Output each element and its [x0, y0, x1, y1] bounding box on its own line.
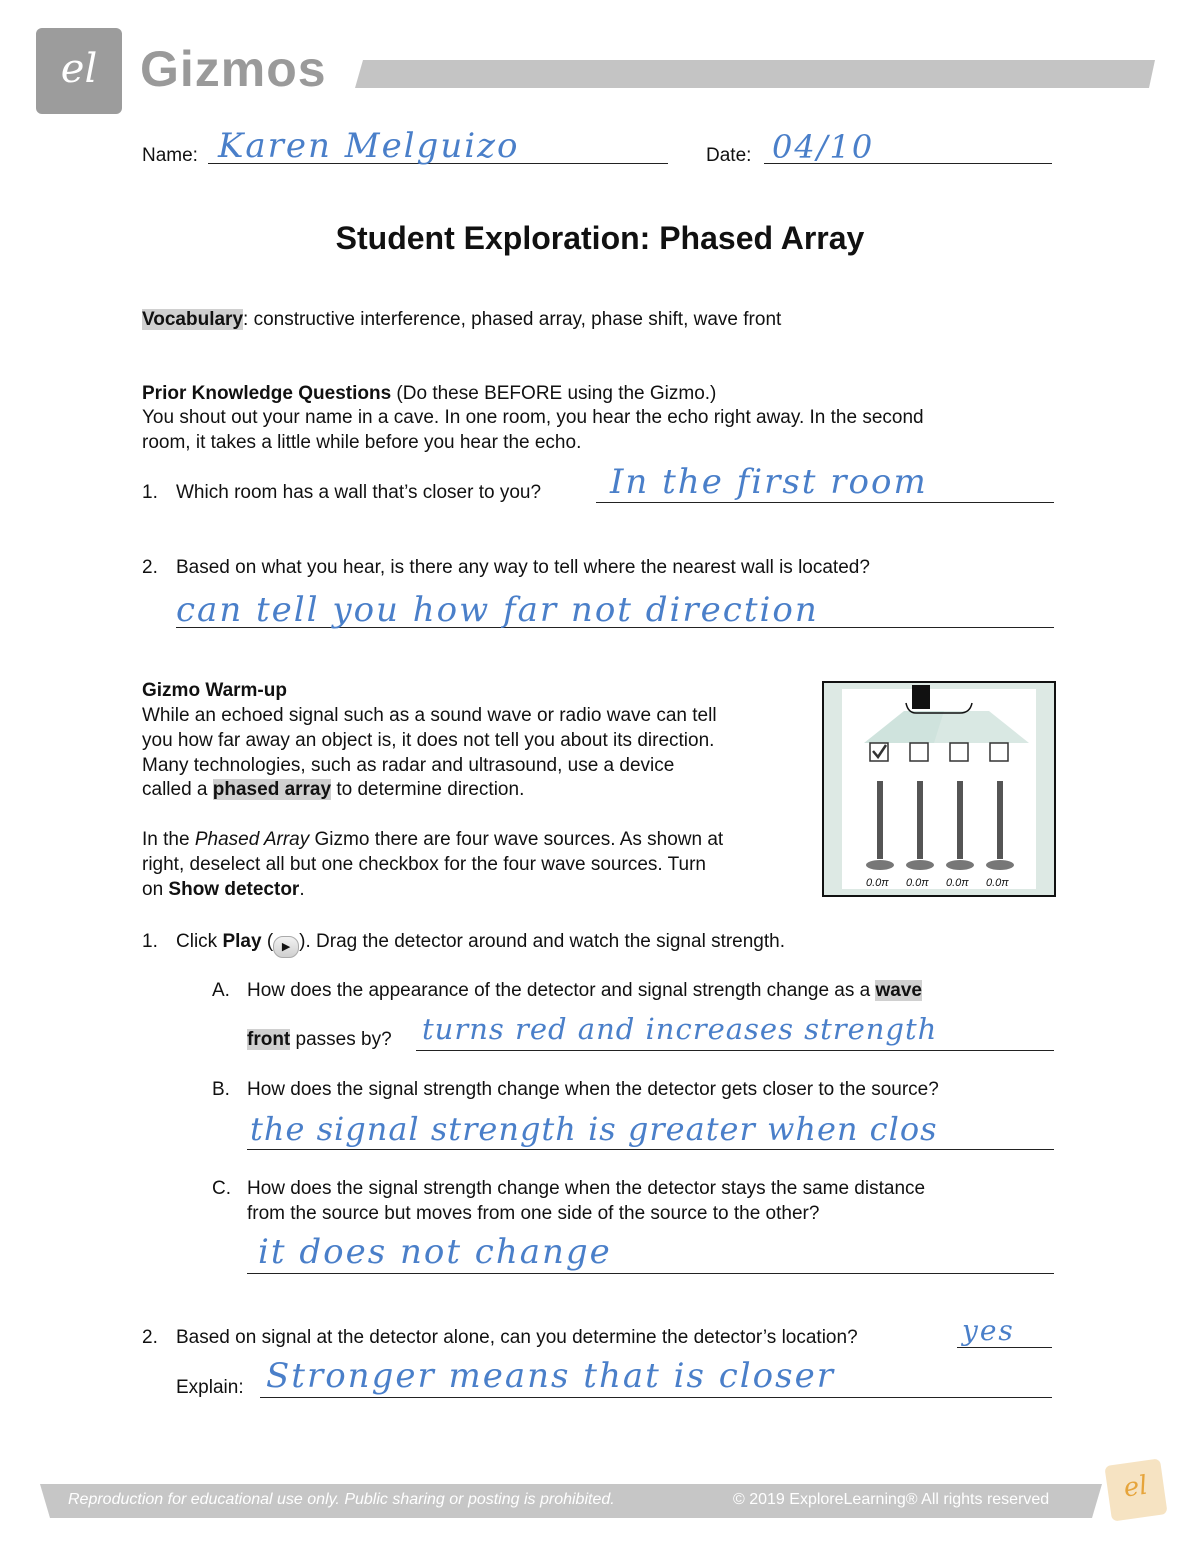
phase-label-4: 0.0π: [986, 877, 1009, 889]
logo-badge: [36, 28, 122, 114]
question-b-answer: the signal strength is greater when clos: [250, 1110, 938, 1148]
warmup-q2-number: 2.: [142, 1327, 158, 1348]
phased-array-term: phased array: [212, 779, 332, 800]
warmup-text: ). Drag the detector around and watch the signal strength.: [299, 931, 786, 952]
footer-notice: Reproduction for educational use only. Public sharing or posting is prohibited.: [68, 1491, 615, 1508]
phase-label-1: 0.0π: [866, 877, 889, 889]
explain-answer: Stronger means that is closer: [266, 1356, 835, 1396]
play-icon: ▶: [273, 936, 299, 958]
question-c-line2: from the source but moves from one side of the source to the other?: [247, 1203, 820, 1224]
prior-q2-number: 2.: [142, 557, 158, 578]
date-value: 04/10: [772, 128, 875, 166]
prior-q1-line: [596, 502, 1054, 503]
checkbox-3: [950, 743, 968, 761]
warmup-p2-line1: [142, 828, 723, 852]
warmup-text: passes by?: [290, 1029, 392, 1050]
prior-text-2: room, it takes a little while before you hear the echo.: [142, 432, 582, 453]
warmup-p1-line3: Many technologies, such as radar and ultrasound, use a device: [142, 755, 675, 776]
warmup-q2-text: Based on signal at the detector alone, can you determine the detector’s location?: [176, 1327, 858, 1348]
warmup-text: Gizmo there are four wave sources. As shown at: [309, 829, 724, 850]
vocabulary-line: [142, 308, 781, 332]
gizmo-diagram: [824, 683, 1054, 895]
prior-q1-answer: In the first room: [610, 462, 928, 502]
prior-q2-text: Based on what you hear, is there any way to tell where the nearest wall is located?: [176, 557, 870, 578]
footer-logo-text: el: [1121, 1470, 1150, 1504]
question-a-answer-line: [416, 1050, 1054, 1051]
question-a-letter: A.: [212, 980, 230, 1001]
warmup-text: Click: [176, 931, 223, 952]
footer-copyright: © 2019 ExploreLearning® All rights reserved: [733, 1491, 1050, 1508]
question-c-letter: C.: [212, 1178, 231, 1199]
question-c-line1: How does the signal strength change when the detector stays the same distance: [247, 1178, 926, 1199]
warmup-p1-line4: [142, 778, 524, 802]
warmup-heading-text: Gizmo Warm-up: [142, 680, 287, 701]
warmup-p2-line3: [142, 878, 305, 902]
warmup-q2-answer: yes: [962, 1314, 1015, 1347]
gizmo-name: Phased Array: [194, 829, 310, 850]
warmup-text: on: [142, 879, 169, 900]
warmup-text: to determine direction.: [331, 779, 525, 800]
warmup-text: .: [299, 879, 305, 900]
explain-answer-line: [260, 1397, 1052, 1398]
question-a-line1: [247, 979, 922, 1003]
wave-term: wave: [875, 980, 922, 1001]
warmup-text: In the: [142, 829, 195, 850]
warmup-p2-line2: right, deselect all but one checkbox for the four wave sources. Turn: [142, 854, 706, 875]
vocabulary-terms: : constructive interference, phased array, phase shift, wave front: [243, 309, 782, 330]
question-b-text: How does the signal strength change when the detector gets closer to the source?: [247, 1079, 939, 1100]
question-a-answer: turns red and increases strength: [422, 1012, 938, 1046]
question-c-answer: it does not change: [258, 1232, 612, 1272]
warmup-text: (: [261, 931, 274, 952]
question-c-answer-line: [247, 1273, 1054, 1274]
prior-q1-number: 1.: [142, 482, 158, 503]
question-b-letter: B.: [212, 1079, 230, 1100]
warmup-text: How does the appearance of the detector and signal strength change as a: [247, 980, 876, 1001]
explain-label: Explain:: [176, 1377, 244, 1398]
prior-text-1: You shout out your name in a cave. In one room, you hear the echo right away. In the second: [142, 407, 924, 428]
prior-heading: Prior Knowledge Questions: [142, 383, 392, 404]
logo-text: el: [60, 46, 98, 92]
phase-label-2: 0.0π: [906, 877, 929, 889]
front-term: front: [247, 1029, 291, 1050]
header-bar: [355, 60, 1155, 90]
prior-note: (Do these BEFORE using the Gizmo.): [391, 383, 717, 404]
warmup-p1-line1: While an echoed signal such as a sound wave or radio wave can tell: [142, 705, 717, 726]
prior-q1-text: Which room has a wall that’s closer to you?: [176, 482, 542, 503]
warmup-text: called a: [142, 779, 213, 800]
show-detector-term: Show detector: [168, 879, 300, 900]
gizmo-figure: [822, 681, 1056, 897]
slider-tracks: [877, 781, 1003, 859]
question-b-answer-line: [247, 1149, 1054, 1150]
prior-heading-line: [142, 382, 716, 406]
date-label: Date:: [706, 145, 752, 166]
checkbox-2: [910, 743, 928, 761]
name-label: Name:: [142, 145, 198, 166]
brand-title: Gizmos: [140, 41, 327, 97]
warmup-p1-line2: you how far away an object is, it does not tell you about its direction.: [142, 730, 715, 751]
footer-logo-badge: [1104, 1458, 1167, 1521]
question-a-line2: [247, 1028, 392, 1052]
slider-knobs: [866, 860, 1014, 870]
name-value: Karen Melguizo: [218, 126, 520, 166]
page-title: Student Exploration: Phased Array: [335, 220, 865, 256]
warmup-q1-text: [176, 930, 785, 958]
warmup-q1-number: 1.: [142, 931, 158, 952]
checkbox-4: [990, 743, 1008, 761]
warmup-q2-answer-line: [957, 1347, 1052, 1348]
prior-q2-answer: can tell you how far not direction: [176, 590, 819, 630]
warmup-heading: [142, 679, 287, 703]
play-term: Play: [222, 931, 262, 952]
vocabulary-label: Vocabulary: [142, 309, 244, 330]
phase-label-3: 0.0π: [946, 877, 969, 889]
